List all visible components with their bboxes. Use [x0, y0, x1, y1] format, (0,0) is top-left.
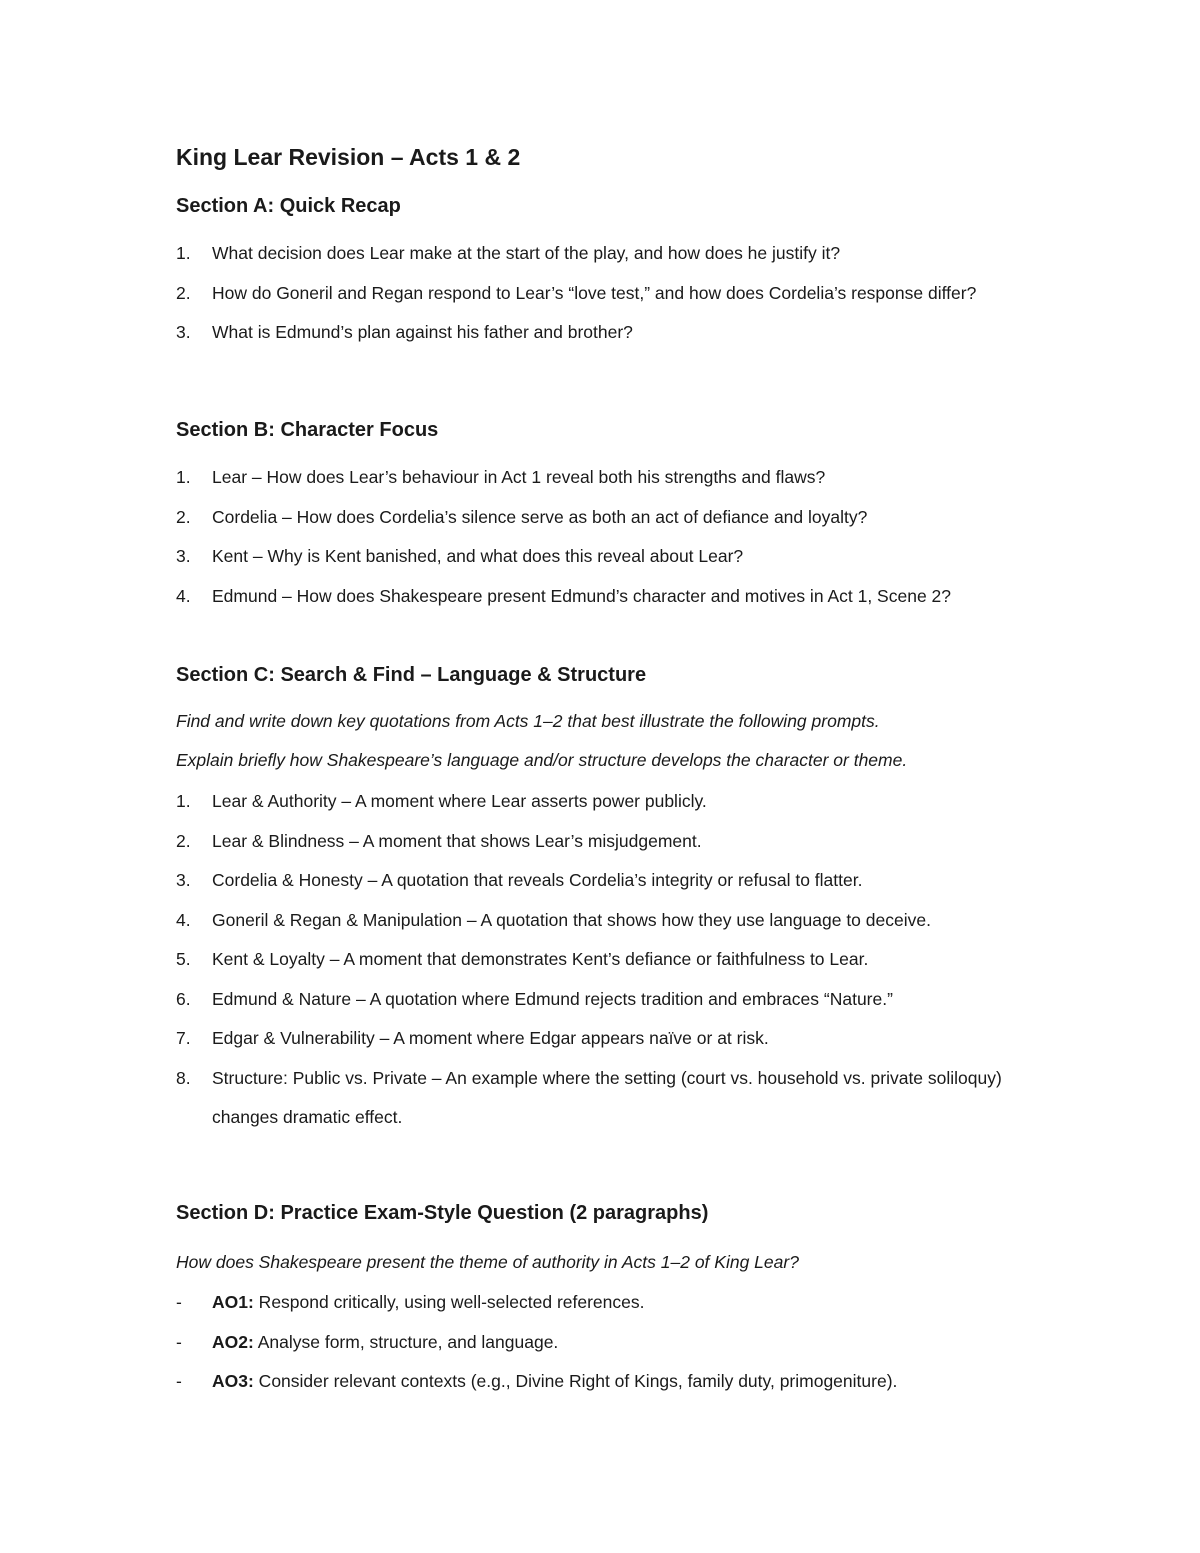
section-b-heading: Section B: Character Focus: [176, 419, 439, 441]
section-a-heading: Section A: Quick Recap: [176, 195, 401, 217]
list-item: 4. Goneril & Regan & Manipulation – A quotation that shows how they use language to deceive.: [176, 909, 931, 930]
section-d-heading: Section D: Practice Exam-Style Question (2 paragraphs): [176, 1202, 709, 1224]
list-item: 2. Cordelia – How does Cordelia’s silence serve as both an act of defiance and loyalty?: [176, 506, 868, 527]
list-item: 3. What is Edmund’s plan against his father and brother?: [176, 322, 633, 342]
list-item: - AO2: Analyse form, structure, and language.: [176, 1331, 559, 1352]
list-item: 2. Lear & Blindness – A moment that shows Lear’s misjudgement.: [176, 830, 702, 851]
section-c-instruction: Find and write down key quotations from Acts 1–2 that best illustrate the following prompts.: [176, 711, 880, 731]
list-item: 8. Structure: Public vs. Private – An example where the setting (court vs. household vs. private soliloquy) changes dramatic effect.: [176, 1067, 1002, 1127]
list-item: 1. Lear & Authority – A moment where Lear asserts power publicly.: [176, 791, 707, 811]
section-a-list: [176, 234, 1036, 353]
exam-question: How does Shakespeare present the theme of authority in Acts 1–2 of King Lear?: [176, 1252, 799, 1272]
list-item: 1. What decision does Lear make at the start of the play, and how does he justify it?: [176, 243, 841, 263]
list-item: 2. How do Goneril and Regan respond to Lear’s “love test,” and how does Cordelia’s response differ?: [176, 282, 977, 303]
list-item: 1. Lear – How does Lear’s behaviour in Act 1 reveal both his strengths and flaws?: [176, 467, 826, 487]
list-item: 7. Edgar & Vulnerability – A moment where Edgar appears naïve or at risk.: [176, 1028, 769, 1048]
assessment-objectives-list: [176, 1283, 1036, 1402]
list-item: 3. Cordelia & Honesty – A quotation that reveals Cordelia’s integrity or refusal to flatter.: [176, 870, 863, 890]
section-b-list: [176, 458, 1036, 616]
list-item: 4. Edmund – How does Shakespeare present Edmund’s character and motives in Act 1, Scene 2?: [176, 585, 951, 606]
document-title: King Lear Revision – Acts 1 & 2: [176, 144, 521, 170]
list-item: 6. Edmund & Nature – A quotation where Edmund rejects tradition and embraces “Nature.”: [176, 988, 893, 1009]
list-item: 5. Kent & Loyalty – A moment that demonstrates Kent’s defiance or faithfulness to Lear.: [176, 949, 869, 969]
list-item: - AO1: Respond critically, using well-selected references.: [176, 1292, 645, 1312]
section-c-list: [176, 782, 1036, 1138]
list-item: - AO3: Consider relevant contexts (e.g., Divine Right of Kings, family duty, primogeniture).: [176, 1371, 898, 1391]
section-c-heading: Section C: Search & Find – Language & Structure: [176, 664, 647, 686]
section-c-instruction: Explain briefly how Shakespeare’s language and/or structure develops the character or theme.: [176, 750, 908, 770]
list-item: 3. Kent – Why is Kent banished, and what does this reveal about Lear?: [176, 546, 744, 566]
